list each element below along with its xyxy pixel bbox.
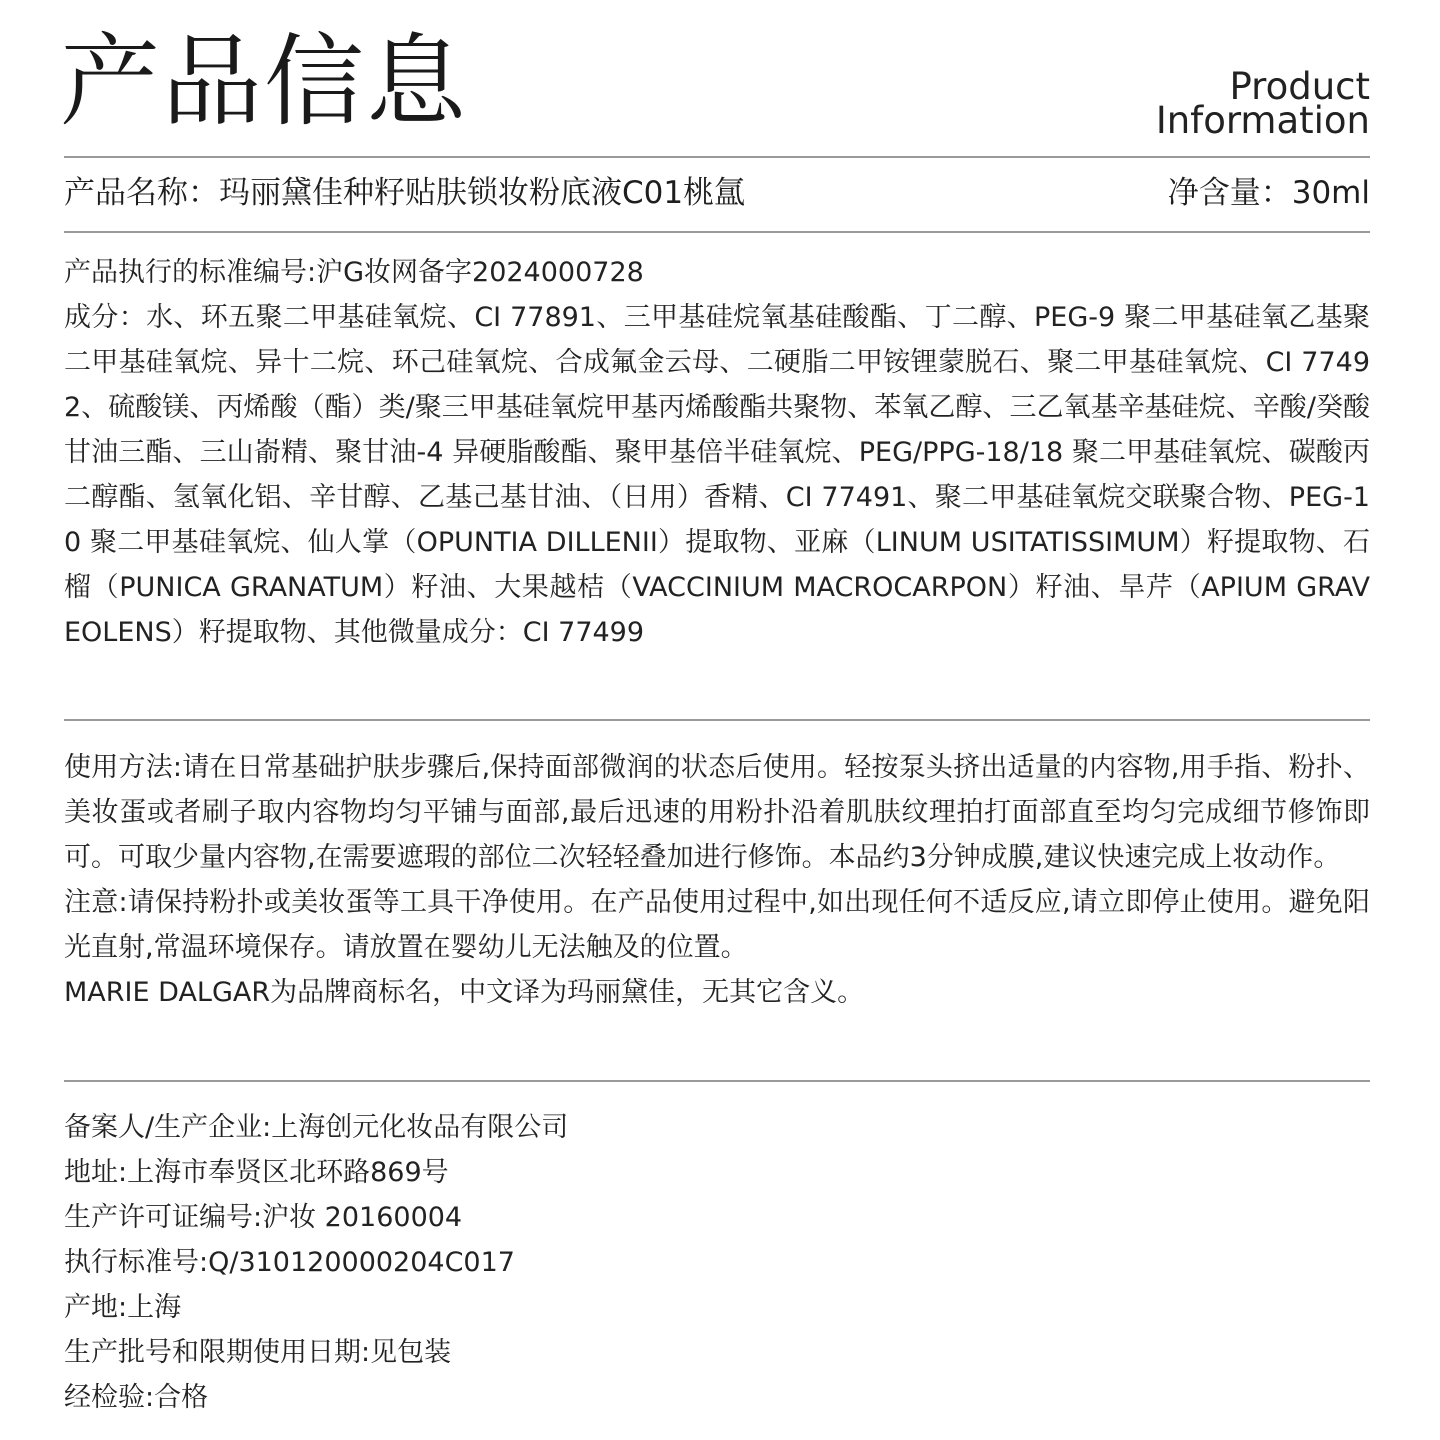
page-title-english [1155, 65, 1370, 142]
product-info-sheet [60, 0, 1370, 1440]
usage-section [64, 745, 1370, 1015]
divider [64, 156, 1370, 158]
batch-expiry: 生产批号和限期使用日期:见包装 [64, 1337, 452, 1368]
divider [64, 231, 1370, 233]
brand-note: MARIE DALGAR为品牌商标名，中文译为玛丽黛佳，无其它含义。 [64, 977, 865, 1008]
divider [64, 719, 1370, 721]
product-name [64, 168, 745, 218]
product-name-row [64, 168, 1370, 218]
ingredients-text: 成分：水、环五聚二甲基硅氧烷、CI 77891、三甲基硅烷氧基硅酸酯、丁二醇、PEG-9 聚二甲基硅氧乙基聚二甲基硅氧烷、异十二烷、环己硅氧烷、合成氟金云母、二硬脂二甲铵锂蒙脱石、聚二甲基硅氧烷、CI 77492、硫酸镁、丙烯酸（酯）类/聚三甲基硅氧烷甲基丙烯酸酯共聚物、苯氧乙醇、三乙氧基辛基硅烷、辛酸/癸酸甘油三酯、三山嵛精、聚甘油-4 异硬脂酸酯、聚甲基倍半硅氧烷、PEG/PPG-18/18 聚二甲基硅氧烷、碳酸丙二醇酯、氢氧化铝、辛甘醇、乙基己基甘油、（日用）香精、CI 77491、聚二甲基硅氧烷交联聚合物、PEG-10 聚二甲基硅氧烷、仙人掌（OPUNTIA DILLENII）提取物、亚麻（LINUM USITATISSIMUM）籽提取物、石榴（PUNICA GRANATUM）籽油、大果越桔（VACCINIUM MACROCARPON）籽油、旱芹（APIUM GRAVEOLENS）籽提取物、其他微量成分：CI 77499 [64, 302, 1370, 648]
inspection: 经检验:合格 [64, 1382, 209, 1413]
divider [64, 1080, 1370, 1082]
ingredients-section [64, 250, 1370, 655]
net-content-value: 30ml [1291, 175, 1370, 211]
product-name-label: 产品名称： [64, 175, 219, 211]
registrant: 备案人/生产企业:上海创元化妆品有限公司 [64, 1112, 569, 1143]
title-en-line-1: Product [1229, 65, 1370, 108]
company-section [64, 1105, 1370, 1420]
license-number: 生产许可证编号:沪妆 20160004 [64, 1202, 463, 1233]
product-name-value: 玛丽黛佳种籽贴肤锁妆粉底液C01桃氲 [219, 175, 746, 211]
page-title: 产品信息 [60, 23, 468, 140]
net-content [1168, 168, 1370, 218]
execution-standard: 执行标准号:Q/310120000204C017 [64, 1247, 515, 1278]
net-content-label: 净含量： [1167, 175, 1292, 211]
header [60, 22, 1370, 142]
standard-number: 产品执行的标准编号:沪G妆网备字2024000728 [64, 257, 644, 288]
usage-caution: 注意:请保持粉扑或美妆蛋等工具干净使用。在产品使用过程中,如出现任何不适反应,请立即停止使用。避免阳光直射,常温环境保存。请放置在婴幼儿无法触及的位置。 [64, 887, 1370, 963]
title-en-line-2: Information [1155, 99, 1370, 142]
origin: 产地:上海 [64, 1292, 182, 1323]
usage-method: 使用方法:请在日常基础护肤步骤后,保持面部微润的状态后使用。轻按泵头挤出适量的内容物,用手指、粉扑、美妆蛋或者刷子取内容物均匀平铺与面部,最后迅速的用粉扑沿着肌肤纹理拍打面部直至均匀完成细节修饰即可。可取少量内容物,在需要遮瑕的部位二次轻轻叠加进行修饰。本品约3分钟成膜,建议快速完成上妆动作。 [64, 752, 1370, 873]
address: 地址:上海市奉贤区北环路869号 [64, 1157, 449, 1188]
